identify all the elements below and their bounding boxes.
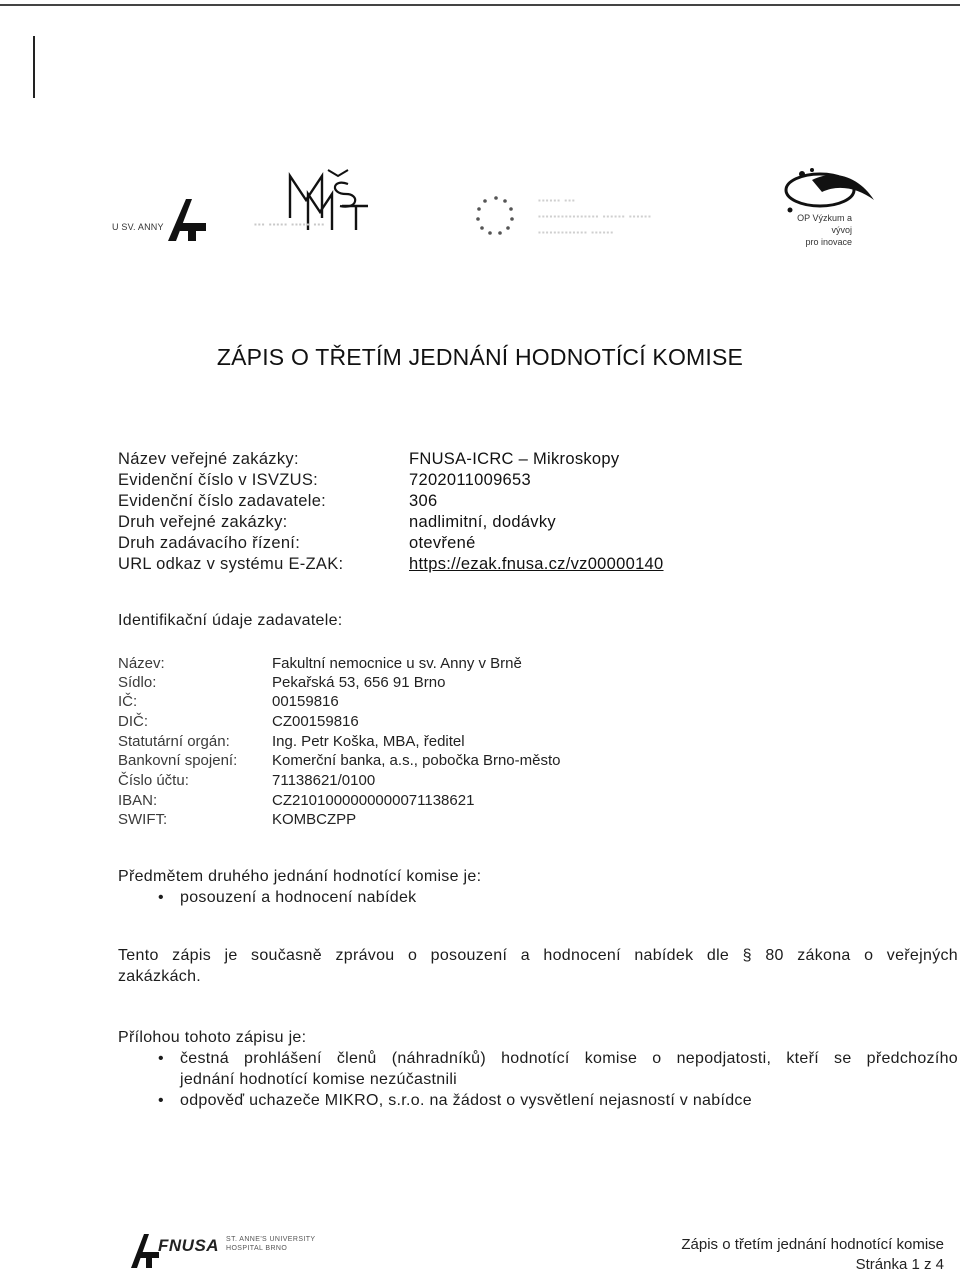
id-label-ic: IČ: <box>118 693 138 710</box>
contract-name-label: Název veřejné zakázky: <box>118 450 299 468</box>
id-value-statutory: Ing. Petr Koška, MBA, ředitel <box>272 733 465 750</box>
attachment-item-1-line-1: čestná prohlášení členů (náhradníků) hodnotící komise o nepodjatosti, kteří se předchozího <box>180 1050 958 1067</box>
contractor-number-value: 306 <box>409 492 438 510</box>
identification-heading: Identifikační údaje zadavatele: <box>118 612 343 629</box>
document-title: ZÁPIS O TŘETÍM JEDNÁNÍ HODNOTÍCÍ KOMISE <box>216 344 744 370</box>
op-line-1: OP Výzkum a vývoj <box>797 213 852 235</box>
attachments-heading: Přílohou tohoto zápisu je: <box>118 1029 307 1046</box>
contract-name-value: FNUSA-ICRC – Mikroskopy <box>409 450 620 468</box>
procedure-type-value: otevřené <box>409 534 476 552</box>
footer-hospital-line-2: HOSPITAL BRNO <box>226 1245 288 1252</box>
footer-page-number: Stránka 1 z 4 <box>855 1256 944 1273</box>
eu-faint-text-2: ▪▪▪▪▪▪▪▪▪▪▪▪▪▪▪▪ ▪▪▪▪▪▪ ▪▪▪▪▪▪ <box>538 212 652 221</box>
id-label-statutory: Statutární orgán: <box>118 733 230 750</box>
fnusa-logo-icon <box>130 1232 160 1275</box>
id-value-bank: Komerční banka, a.s., pobočka Brno-město <box>272 752 561 769</box>
footer-document-title: Zápis o třetím jednání hodnotící komise <box>681 1236 944 1253</box>
isvzus-number-label: Evidenční číslo v ISVZUS: <box>118 471 319 489</box>
bullet-icon: • <box>158 1092 164 1109</box>
msmt-faint-text: ▪▪▪ ▪▪▪▪▪ ▪▪▪▪▪ ▪▪▪ <box>254 220 326 229</box>
footer-hospital-line-1: ST. ANNE'S UNIVERSITY <box>226 1236 316 1243</box>
id-value-dic: CZ00159816 <box>272 713 359 730</box>
anny-logo-text: U SV. ANNY <box>112 222 164 232</box>
id-label-name: Název: <box>118 655 165 672</box>
subject-heading: Předmětem druhého jednání hodnotící komise je: <box>118 868 482 885</box>
id-label-iban: IBAN: <box>118 792 158 809</box>
ezak-url-label: URL odkaz v systému E-ZAK: <box>118 555 344 573</box>
contract-type-value: nadlimitní, dodávky <box>409 513 556 531</box>
isvzus-number-value: 7202011009653 <box>409 471 531 489</box>
id-label-dic: DIČ: <box>118 713 148 730</box>
fnusa-logo-text: FNUSA <box>158 1236 220 1255</box>
eu-stars-icon <box>470 192 522 245</box>
eu-faint-text-1: ▪▪▪▪▪▪ ▪▪▪ <box>538 196 576 205</box>
id-value-account: 71138621/0100 <box>272 772 376 789</box>
op-line-2: pro inovace <box>805 237 852 247</box>
id-label-account: Číslo účtu: <box>118 772 189 789</box>
id-value-seat: Pekařská 53, 656 91 Brno <box>272 674 446 691</box>
subject-item: posouzení a hodnocení nabídek <box>180 889 417 906</box>
attachment-item-1-line-2: jednání hodnotící komise nezúčastnili <box>180 1071 458 1088</box>
id-label-swift: SWIFT: <box>118 811 168 828</box>
contractor-number-label: Evidenční číslo zadavatele: <box>118 492 327 510</box>
bullet-icon: • <box>158 1050 164 1067</box>
id-label-seat: Sídlo: <box>118 674 157 691</box>
contract-type-label: Druh veřejné zakázky: <box>118 513 288 531</box>
id-value-iban: CZ2101000000000071138621 <box>272 792 475 809</box>
margin-mark <box>33 36 35 98</box>
report-paragraph-line-1: Tento zápis je současně zprávou o posouzení a hodnocení nabídek dle § 80 zákona o veřejných <box>118 947 958 964</box>
eu-faint-text-3: ▪▪▪▪▪▪▪▪▪▪▪▪▪ ▪▪▪▪▪▪ <box>538 228 615 237</box>
report-paragraph-line-2: zakázkách. <box>118 968 202 985</box>
ezak-url-link[interactable]: https://ezak.fnusa.cz/vz00000140 <box>409 555 664 573</box>
top-rule <box>0 4 960 6</box>
procedure-type-label: Druh zadávacího řízení: <box>118 534 301 552</box>
op-logo-text <box>782 212 852 248</box>
bullet-icon: • <box>158 889 164 906</box>
id-value-ic: 00159816 <box>272 693 339 710</box>
id-value-swift: KOMBCZPP <box>272 811 357 828</box>
id-value-name: Fakultní nemocnice u sv. Anny v Brně <box>272 655 522 672</box>
id-label-bank: Bankovní spojení: <box>118 752 238 769</box>
anny-logo-icon <box>166 197 208 248</box>
attachment-item-2: odpověď uchazeče MIKRO, s.r.o. na žádost o vysvětlení nejasností v nabídce <box>180 1092 752 1109</box>
